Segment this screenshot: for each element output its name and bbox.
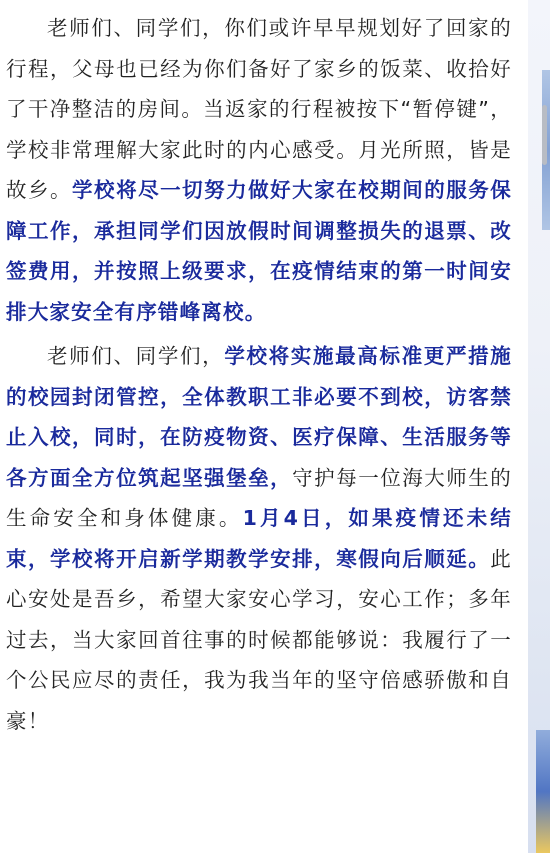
paragraph-1-segment: 老师们、同学们，你们或许早早规划好了回家的行程，父母也已经为你们备好了家乡的饭菜、收拾好了干净整洁的房间。当返家的行程被按下“暂停键”，学校非常理解大家此时的内心感受。月光所照，皆是故乡。 bbox=[6, 16, 512, 202]
paragraph-2-segment: 老师们、同学们， bbox=[47, 344, 225, 368]
paragraph-2 bbox=[6, 336, 512, 741]
paragraph-2-highlight: 1月4日，如果疫情还未结束，学校将开启新学期教学安排，寒假向后顺延。 bbox=[6, 506, 512, 571]
paragraph-2-segment: 守护每一位海大师生的生命安全和身体健康。 bbox=[6, 465, 512, 530]
paragraph-2-segment: 此心安处是吾乡，希望大家安心学习，安心工作；多年过去，当大家回首往事的时候都能够说：我履行了一个公民应尽的责任，我为我当年的坚守倍感骄傲和自豪！ bbox=[6, 546, 512, 733]
edge-accent-bottom bbox=[536, 730, 550, 853]
scrollbar-thumb[interactable] bbox=[542, 105, 547, 165]
article-body bbox=[6, 0, 512, 741]
paragraph-1-highlight: 学校将尽一切努力做好大家在校期间的服务保障工作，承担同学们因放假时间调整损失的退票、改签费用，并按照上级要求，在疫情结束的第一时间安排大家安全有序错峰离校。 bbox=[6, 178, 512, 324]
paragraph-1 bbox=[6, 8, 512, 332]
paragraph-2-highlight: 学校将实施最高标准更严措施的校园封闭管控，全体教职工非必要不到校，访客禁止入校，同时，在防疫物资、医疗保障、生活服务等各方面全方位筑起坚强堡垒， bbox=[6, 344, 512, 490]
